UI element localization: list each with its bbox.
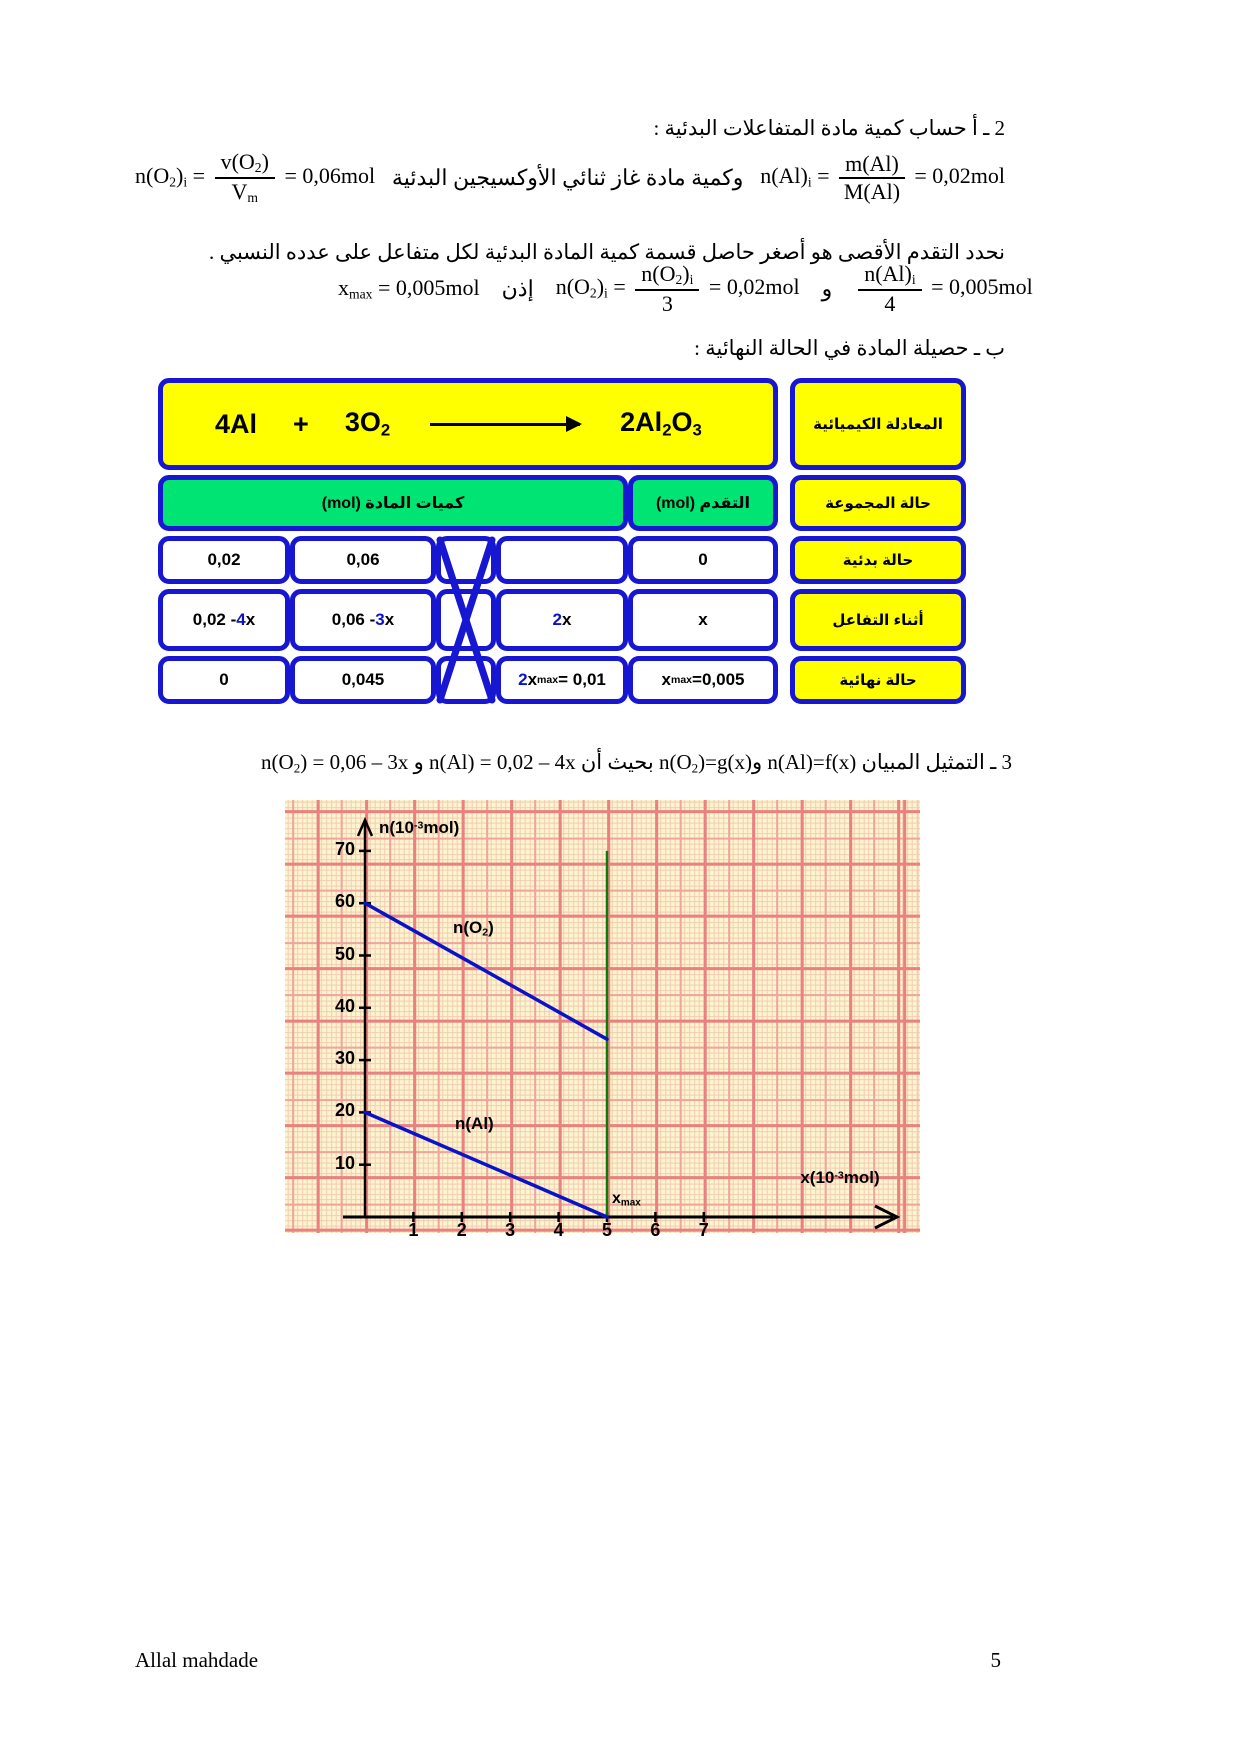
equation-n-o2-over-3: $n(O_2)_i$ = $\frac{n(O_2)_i}{3}$ = 0,02mol [555, 261, 800, 316]
y-axis-label: $n(10^{-3}mol)$ [379, 818, 460, 837]
table-state-header-cell: حالة بدئية [790, 536, 966, 584]
section3-heading: 3 ـ التمثيل المبيان n(Al)=f(x) $وn(O_2)=g(x)$ بحيث أن n(Al) = 0,02 – 4x و $n(O_2) = 0,06 - 3x$ [261, 750, 1012, 776]
y-tick-label: 10 [334, 1152, 355, 1173]
oxygen-amount-text: وكمية مادة غاز ثنائي الأوكسيجين البدئية [391, 164, 744, 190]
axis-tick-marks [359, 851, 704, 1222]
x-tick-label: 7 [698, 1220, 709, 1240]
x-tick-label: 2 [456, 1220, 467, 1240]
table-row-header-column [790, 378, 966, 704]
table-cell-during-al2o3: 2 x [496, 589, 628, 651]
y-tick-label: 30 [334, 1048, 355, 1069]
y-tick-label: 40 [334, 995, 355, 1016]
y-tick-label: 50 [334, 943, 355, 964]
amounts-header-cell: كميات المادة (mol) [158, 475, 628, 531]
table-cell-crossed-mid [436, 589, 496, 651]
table-cell-during-o2: 0,06 - 3 x [290, 589, 436, 651]
table-cell-final-al: 0 [158, 656, 290, 704]
table-cell-during-al: 0,02 - 4 x [158, 589, 290, 651]
series-label-n-al: n(Al) [455, 1114, 494, 1133]
x-tick-label: 6 [650, 1220, 661, 1240]
y-tick-label: 20 [334, 1100, 355, 1121]
equation-term-3o2: $3O_2$ [344, 407, 391, 440]
table-cell-during-x: x [628, 589, 778, 651]
x-tick-label: 1 [408, 1220, 419, 1240]
table-state-header-cell: حالة المجموعة [790, 475, 966, 531]
reaction-arrow [430, 423, 580, 426]
chart [285, 800, 920, 1240]
x-tick-label: 5 [601, 1220, 612, 1240]
table-state-header-cell: أثناء التفاعل [790, 589, 966, 651]
section2a-heading: 2 ـ أ حساب كمية مادة المتفاعلات البدئية : [653, 116, 1005, 140]
footer-page-number: 5 [990, 1648, 1001, 1672]
table-cell-initial-al2o3 [496, 536, 628, 584]
x-tick-label: 3 [505, 1220, 516, 1240]
equation-n-al-initial: $n(Al)_i$ = $\frac{m(Al)}{M(Al)}$ = 0,02mol [760, 151, 1005, 204]
chemical-equation-cell [158, 378, 778, 470]
and-word: و [821, 275, 833, 301]
advancement-table [158, 378, 778, 704]
table-cell-initial-al: 0,02 [158, 536, 290, 584]
plus-sign: + [293, 408, 309, 439]
then-word: إذن [501, 275, 534, 301]
y-tick-label: 70 [334, 838, 355, 859]
page-footer [135, 1648, 1001, 1673]
xmax-math-line [338, 262, 1033, 316]
x-tick-label: 4 [553, 1220, 564, 1240]
section2b-heading: ب ـ حصيلة المادة في الحالة النهائية : [694, 336, 1005, 360]
equation-xmax: $x_{max} = 0,005mol$ [338, 275, 480, 302]
table-cell-initial-x: 0 [628, 536, 778, 584]
equation-term-4al: 4Al [215, 408, 258, 439]
max-advancement-rule-text: نحدد التقدم الأقصى هو أصغر حاصل قسمة كمية المادة البدئية لكل متفاعل على عدده النسبي . [208, 240, 1005, 264]
table-cell-initial-o2: 0,06 [290, 536, 436, 584]
equation-n-al-over-4: $\frac{n(Al)_i}{4}$ = 0,005mol [854, 262, 1033, 316]
table-cell-crossed-bottom [436, 656, 496, 704]
series-label-n-o2: $n(O_2)$ [453, 918, 494, 939]
equation-term-2al2o3: $2Al_2O_3$ [620, 407, 702, 440]
y-tick-label: 60 [334, 891, 355, 912]
xmax-marker-label: $x_{max}$ [612, 1190, 641, 1209]
footer-author: Allal mahdade [135, 1648, 259, 1672]
table-state-header-cell: المعادلة الكيميائية [790, 378, 966, 470]
equation-n-o2-initial: $n(O_2)_i$ = $\frac{v(O_2)}{V_m}$ = 0,06mol [135, 149, 376, 206]
advancement-header-cell: التقدم (mol) [628, 475, 778, 531]
table-cell-final-al2o3: 2 x max = 0,01 [496, 656, 628, 704]
table-cell-crossed-top [436, 536, 496, 584]
table-state-header-cell: حالة نهائية [790, 656, 966, 704]
table-cell-final-x: x max =0,005 [628, 656, 778, 704]
initial-amounts-math-line [135, 150, 1005, 206]
x-axis-label: $x(10^{-3}mol)$ [800, 1168, 880, 1187]
table-cell-final-o2: 0,045 [290, 656, 436, 704]
